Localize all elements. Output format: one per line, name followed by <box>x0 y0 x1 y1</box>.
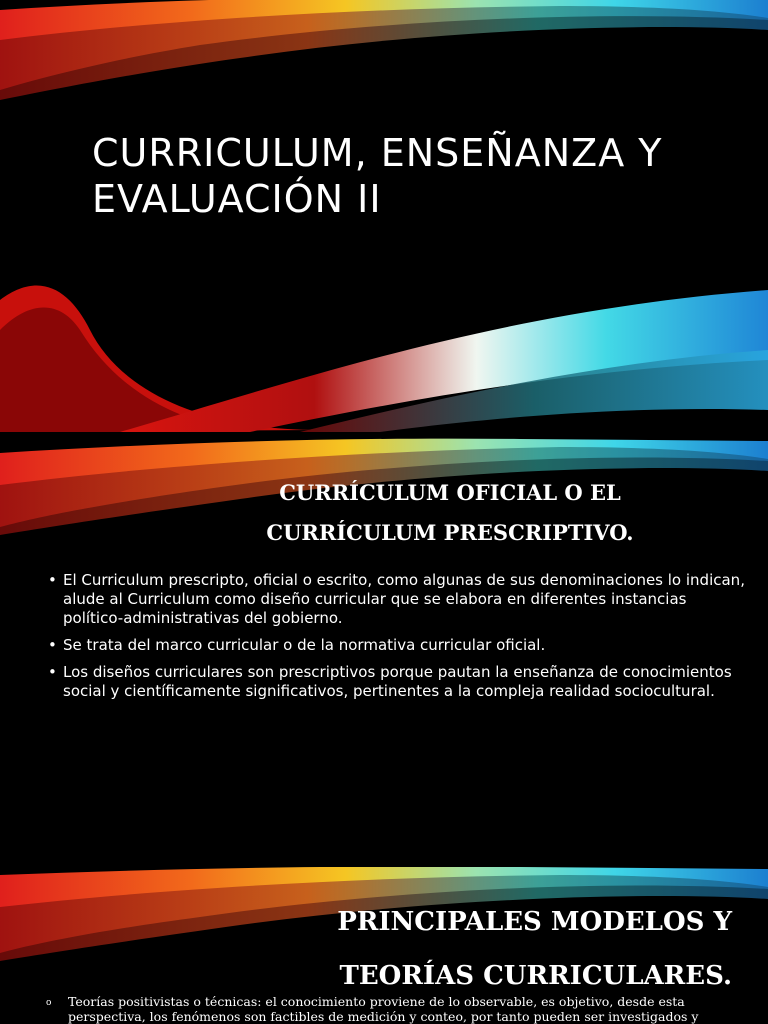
slide-title: PRINCIPALES MODELOS Y TEORÍAS CURRICULARES. <box>337 907 732 991</box>
list-item: • Se trata del marco curricular o de la normativa curricular oficial. <box>48 636 546 654</box>
list-item: • El Curriculum prescripto, oficial o escrito, como algunas de sus denominaciones lo indican, alude al Curriculum como diseño curricular que se elabora en diferentes instancias político-administrativas del gobierno. <box>48 571 745 627</box>
bullet-icon: • <box>48 663 57 681</box>
bullet-icon: o <box>46 998 52 1008</box>
bullet-list <box>46 994 746 1024</box>
bullet-list <box>48 571 748 709</box>
list-item: • Los diseños curriculares son prescriptivos porque pautan la enseñanza de conocimientos social y científicamente significativos, pertinentes a la compleja realidad sociocultural. <box>48 663 732 700</box>
slide-1 <box>0 0 768 432</box>
slide-2 <box>0 435 768 865</box>
slide-title: CURRICULUM, ENSEÑANZA Y EVALUACIÓN II <box>92 131 663 221</box>
bullet-icon: • <box>48 571 57 589</box>
slide-title: CURRÍCULUM OFICIAL O EL CURRÍCULUM PRESCRIPTIVO. <box>266 480 634 545</box>
slide-3 <box>0 867 768 1024</box>
list-item: o Teorías positivistas o técnicas: el conocimiento proviene de lo observable, es objetivo, desde esta perspectiva, los fenómenos son factibles de medición y conteo, por tanto pueden ser investigados y <box>46 994 699 1024</box>
bullet-icon: • <box>48 636 57 654</box>
